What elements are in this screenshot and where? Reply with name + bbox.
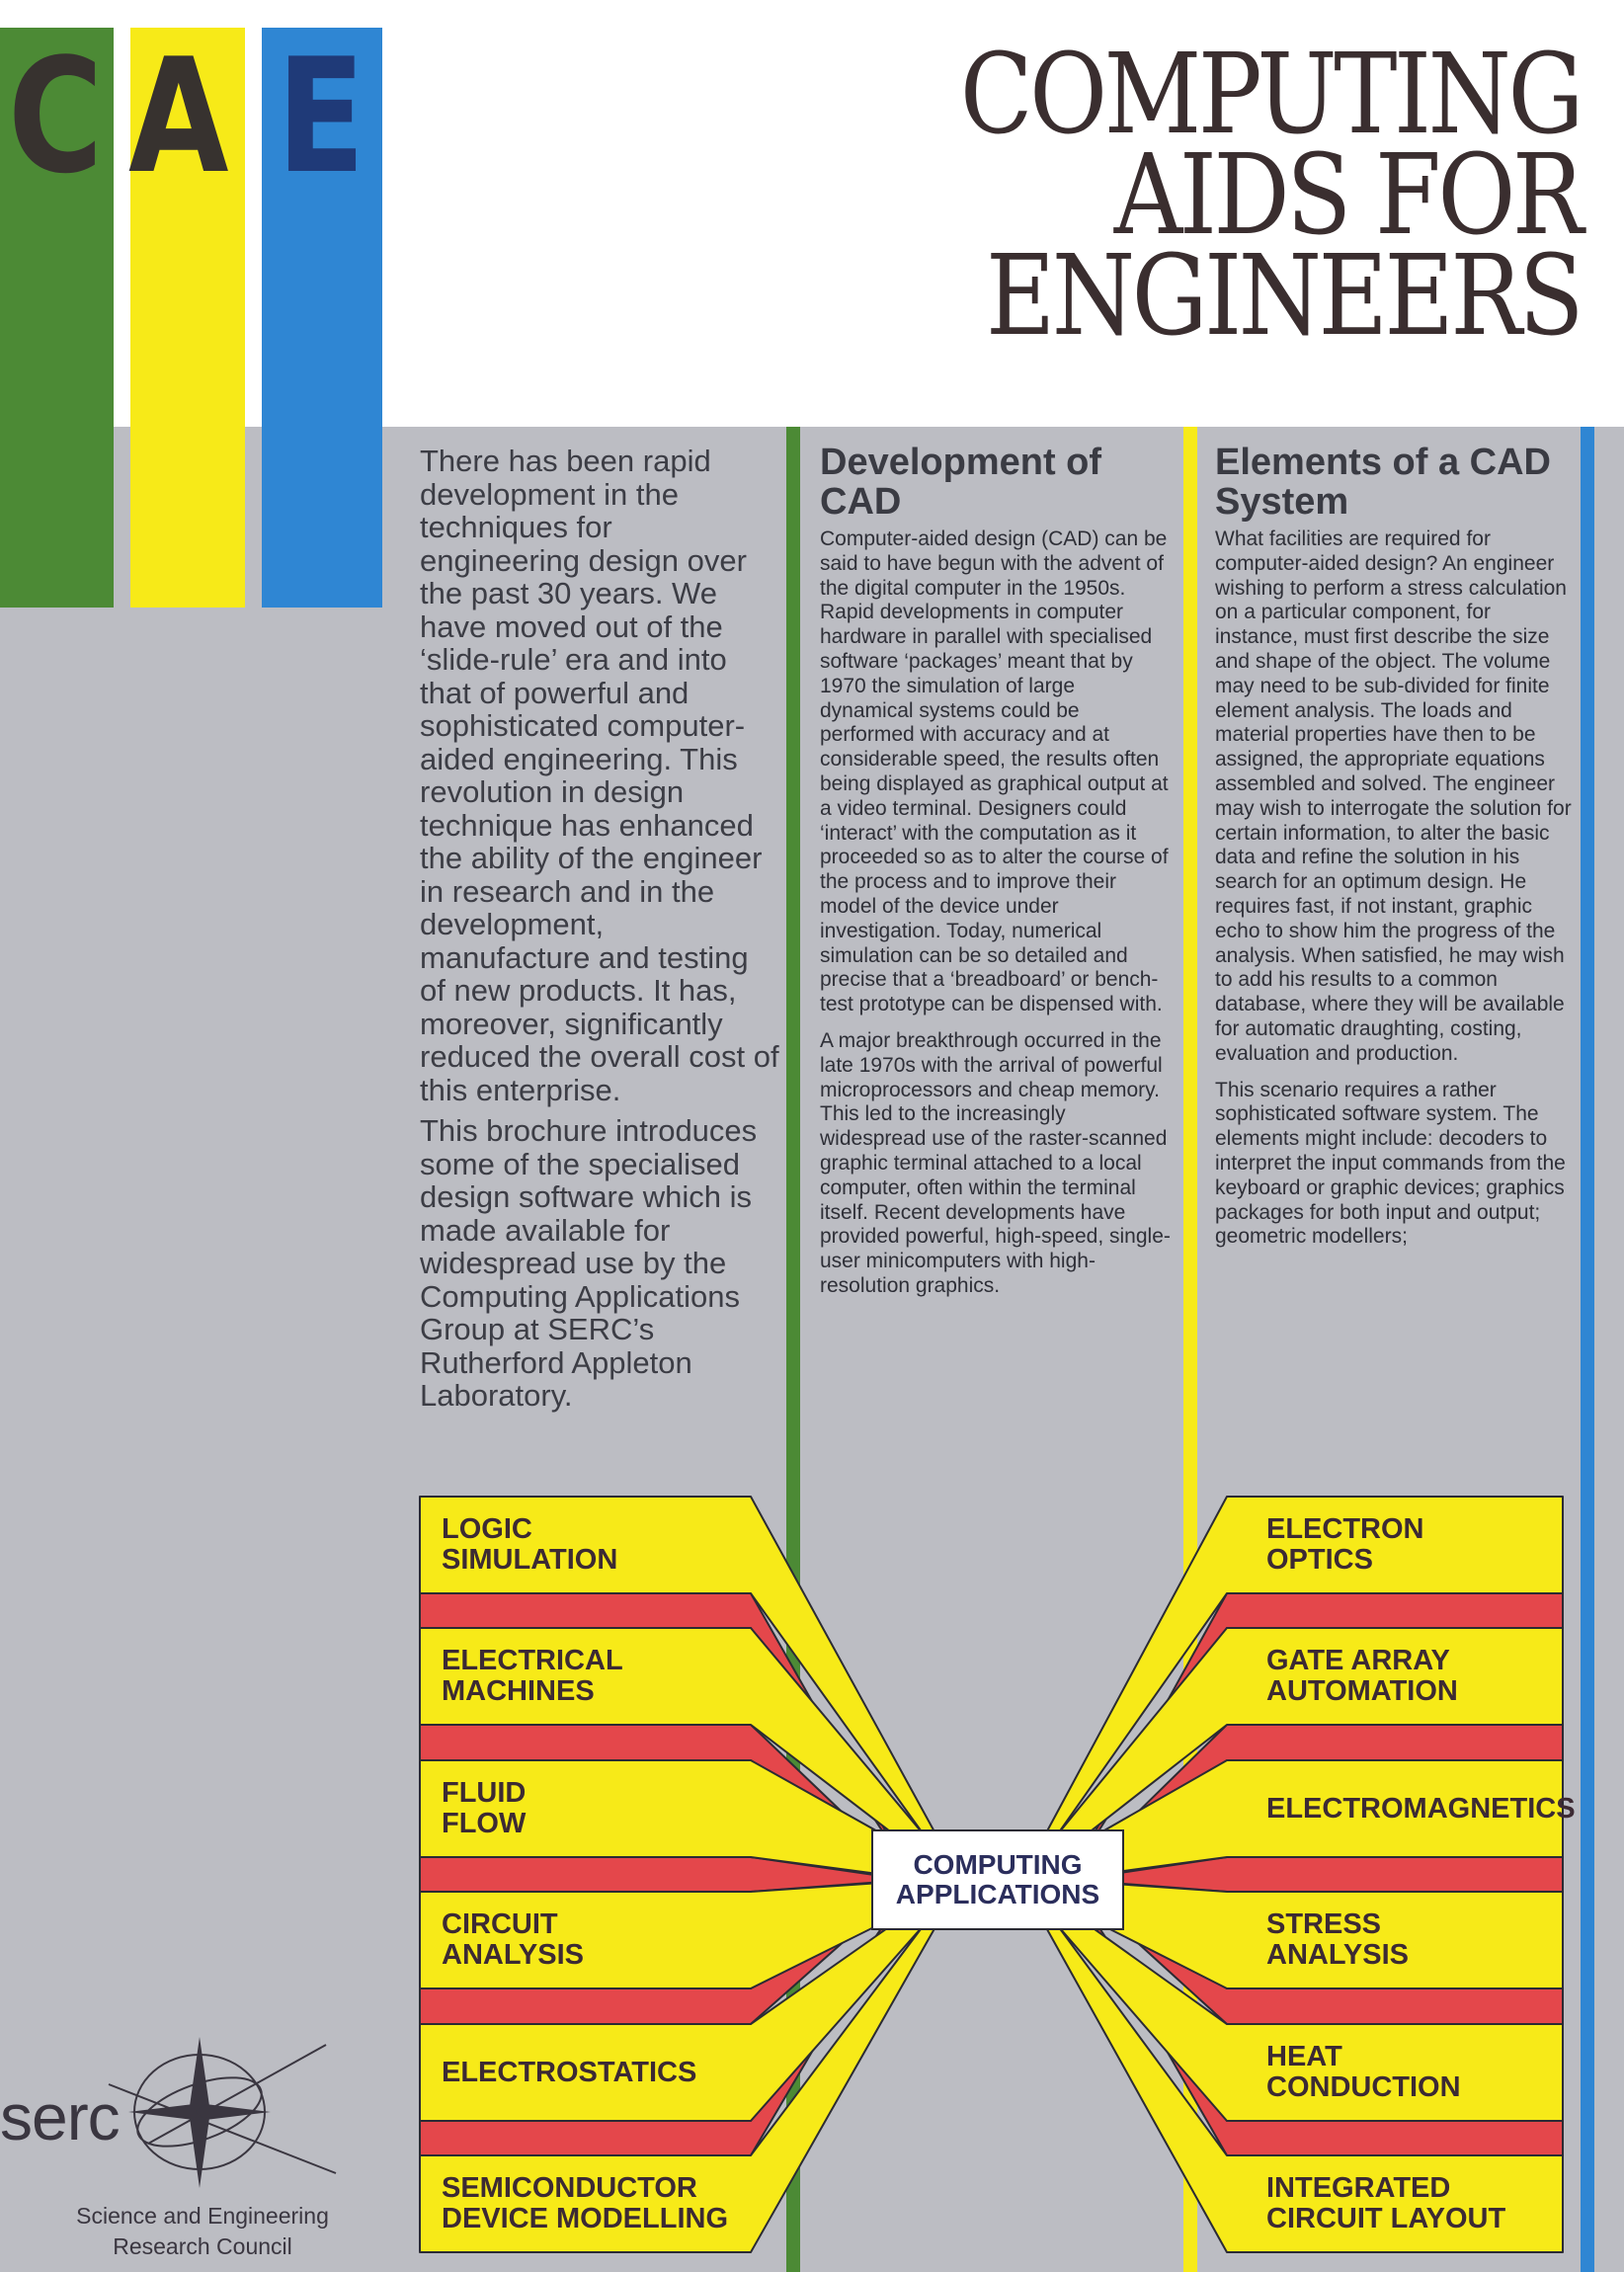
caption-line: Research Council [113,2233,292,2259]
label-line: ELECTROMAGNETICS [1266,1793,1576,1825]
title-line: ENGINEERS [985,232,1581,361]
letter-a: A [128,24,229,208]
left-application-label [442,2173,728,2234]
label-line: SEMICONDUCTOR [442,2172,697,2204]
center-label-line: APPLICATIONS [895,1879,1100,1909]
label-line: MACHINES [442,1675,595,1707]
center-label-line: COMPUTING [913,1849,1083,1880]
right-application-label [1266,1909,1409,1971]
left-application-label [442,1909,584,1971]
left-application-label [442,1646,623,1707]
serc-logo-text: serc [0,2080,120,2153]
label-line: OPTICS [1266,1544,1373,1576]
label-line: LOGIC [442,1513,532,1545]
label-line: CIRCUIT LAYOUT [1266,2203,1506,2234]
title-line: COMPUTING [959,31,1581,159]
intro-paragraph: There has been rapid development in the techniques for engineering design over the past 30 years. We have moved out of the ‘slide-rule’ era and into that of powerful and sophisticated computer-aided engineering. This revolution in design technique has enhanced the ability of the engineer in research and in the development, manufacture and testing of new products. It has, moreover, significantly reduced the overall cost of this enterprise. [420,444,779,1107]
development-paragraph: Computer-aided design (CAD) can be said to have begun with the advent of the digital computer in the 1950s. Rapid developments in computer hardware in parallel with specialised software ‘packages’ meant that by 1970 the simulation of large dynamical systems could be performed with accuracy and at considerable speed, the results often being displayed as graphical output at a video terminal. Designers could ‘interact’ with the computation as it proceeded so as to alter the course of the process and to improve their model of the device under investigation. Today, numerical simulation can be so detailed and precise that a ‘breadboard’ or bench-test prototype can be dispensed with. [820,527,1169,1016]
label-line: STRESS [1266,1908,1382,1940]
label-line: INTEGRATED [1266,2172,1451,2204]
label-line: ANALYSIS [442,1939,584,1971]
title-line: AIDS FOR [1113,131,1581,260]
label-line: ANALYSIS [1266,1939,1409,1971]
right-application-label [1266,1794,1576,1825]
letter-c: C [8,24,104,208]
left-application-label [442,1778,526,1839]
intro-paragraph: This brochure introduces some of the specialised design software which is made available for widespread use by the Computing Applications Group at SERC’s Rutherford Appleton Laboratory. [420,1113,758,1413]
development-paragraph: A major breakthrough occurred in the late 1970s with the arrival of powerful microprocessors and cheap memory. This led to the increasingly widespread use of the raster-scanned graphic terminal attached to a local computer, often within the terminal itself. Recent developments have provided powerful, high-speed, single-user minicomputers with high-resolution graphics. [820,1028,1171,1297]
elements-paragraph: This scenario requires a rather sophisticated software system. The elements might include: decoders to interpret the input commands from the keyboard or graphic devices; graphics packages for both input and output; geometric modellers; [1215,1078,1566,1249]
right-application-label [1266,2173,1505,2234]
elements-paragraph: What facilities are required for computer-aided design? An engineer wishing to perform a stress calculation on a particular component, for instance, must first describe the size and shape of the object. The volume may need to be sub-divided for finite element analysis. The loads and material properties have then to be assigned, the appropriate equations assembled and solved. The engineer may wish to interrogate the solution for certain information, to alter the basic data and refine the solution in his search for an optimum design. He requires fast, if not instant, graphic echo to show him the progress of the analysis. When satisfied, he may wish to add his results to a common database, where they will be available for automatic draughting, costing, evaluation and production. [1215,527,1572,1065]
label-line: DEVICE MODELLING [442,2203,729,2234]
letter-e: E [277,24,365,208]
label-line: CONDUCTION [1266,2071,1461,2103]
label-line: CIRCUIT [442,1908,558,1940]
right-application-label [1266,2042,1461,2103]
label-line: ELECTRON [1266,1513,1424,1545]
caption-line: Science and Engineering [76,2203,329,2229]
label-line: ELECTROSTATICS [442,2057,697,2088]
development-heading: Development of CAD [820,442,1102,523]
label-line: ELECTRICAL [442,1645,623,1676]
left-application-label [442,1514,617,1576]
label-line: AUTOMATION [1266,1675,1458,1707]
label-line: FLOW [442,1808,527,1839]
right-application-label [1266,1646,1458,1707]
label-line: GATE ARRAY [1266,1645,1450,1676]
elements-heading: Elements of a CAD System [1215,442,1551,523]
label-line: SIMULATION [442,1544,618,1576]
computing-applications-box [871,1829,1124,1930]
right-application-label [1266,1514,1424,1576]
left-application-label [442,2058,696,2088]
label-line: FLUID [442,1777,527,1809]
label-line: HEAT [1266,2041,1342,2072]
serc-caption [40,2201,365,2262]
